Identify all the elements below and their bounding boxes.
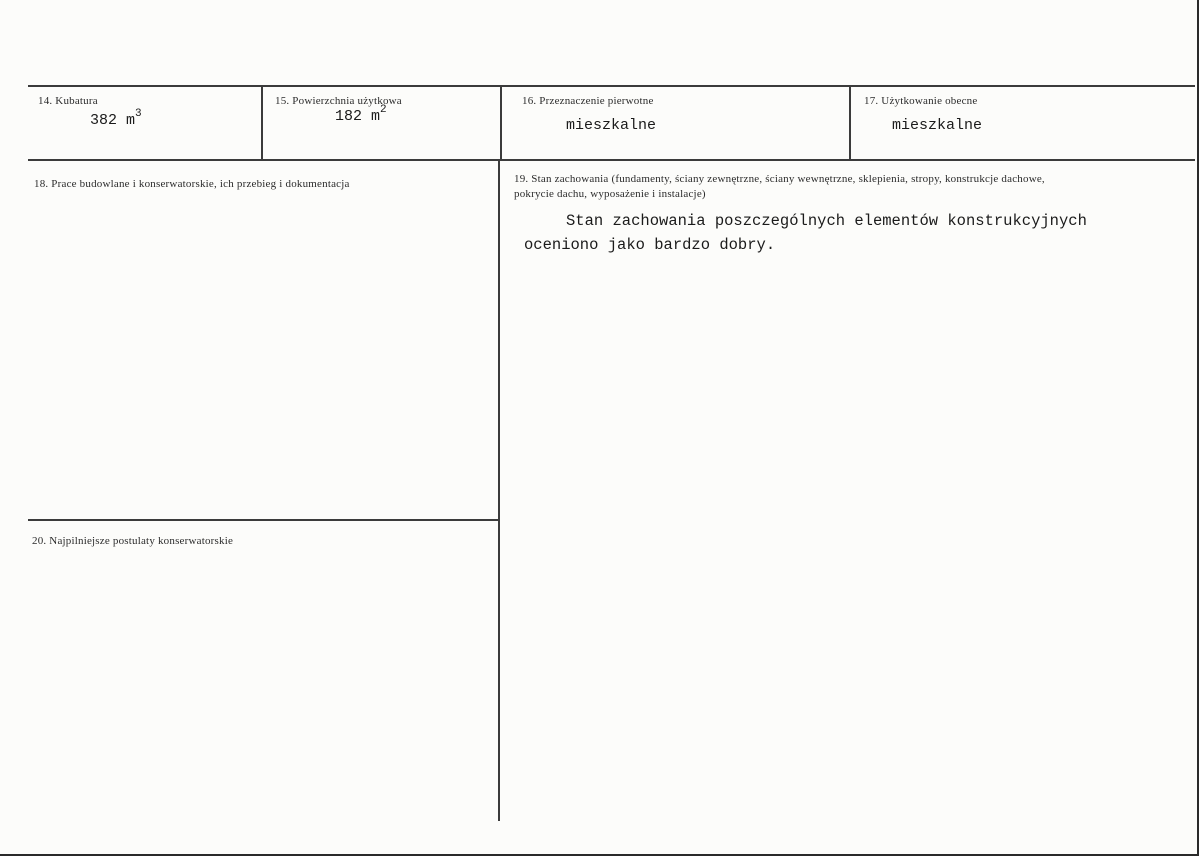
field-16-value: mieszkalne	[566, 117, 657, 134]
field-14-number: 382	[90, 112, 118, 129]
field-19-label: 19. Stan zachowania (fundamenty, ściany zewnętrzne, ściany wewnętrzne, sklepienia, stropy, konstrukcje dachowe, pokrycie dachu, wyposażenie i instalacje)	[514, 173, 1045, 200]
divider-14-15	[261, 85, 263, 161]
field-14-label: 14. Kubatura	[38, 95, 98, 107]
row-divider	[28, 159, 1195, 161]
field-16-label: 16. Przeznaczenie pierwotne	[522, 95, 654, 107]
field-14-exponent: 3	[135, 108, 142, 120]
main-column-divider	[498, 159, 500, 821]
field-17-value: mieszkalne	[892, 117, 983, 134]
field-19-text-line: oceniono jako bardzo dobry.	[524, 236, 776, 254]
left-column-divider	[28, 519, 498, 521]
field-20-label: 20. Najpilniejsze postulaty konserwatorskie	[32, 535, 234, 547]
field-15-exponent: 2	[380, 104, 387, 116]
divider-16-17	[849, 85, 851, 161]
field-19-text-line: Stan zachowania poszczególnych elementów konstrukcyjnych	[566, 212, 1087, 230]
field-18-label: 18. Prace budowlane i konserwatorskie, ich przebieg i dokumentacja	[34, 178, 350, 190]
field-17-label: 17. Użytkowanie obecne	[864, 95, 978, 107]
field-14-unit: m	[126, 112, 136, 129]
field-15-number: 182	[335, 108, 363, 125]
field-19-text	[524, 209, 1087, 257]
top-rule	[28, 85, 1195, 87]
field-14-value	[90, 108, 142, 129]
field-15-unit: m	[371, 108, 381, 125]
divider-15-16	[500, 85, 502, 161]
field-15-label: 15. Powierzchnia użytkowa	[275, 95, 402, 107]
field-15-value	[335, 104, 387, 125]
